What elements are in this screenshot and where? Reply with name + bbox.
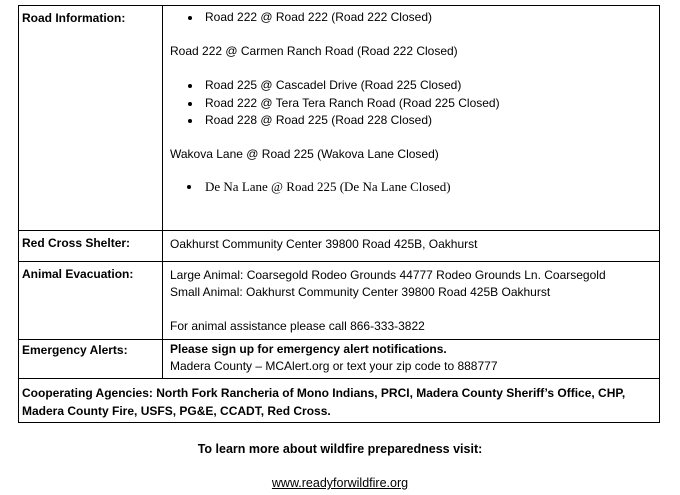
footer-link-wrap xyxy=(0,476,680,490)
road-information-label-cell xyxy=(19,6,163,231)
closure-item: • De Na Lane @ Road 225 (De Na Lane Closed) xyxy=(202,178,659,196)
emergency-alerts-label-cell xyxy=(19,340,163,379)
animal-evacuation-label-cell xyxy=(19,262,163,340)
large-animal-line: Large Animal: Coarsegold Rodeo Grounds 44777 Rodeo Grounds Ln. Coarsegold xyxy=(170,268,606,282)
red-cross-label: Red Cross Shelter: xyxy=(22,236,131,250)
closure-list-a xyxy=(163,9,659,27)
closure-item: • Road 222 @ Tera Tera Ranch Road (Road 225 Closed) xyxy=(202,95,659,113)
info-table xyxy=(18,5,660,423)
closure-item: • Road 222 @ Road 222 (Road 222 Closed) xyxy=(202,9,659,27)
red-cross-value: Oakhurst Community Center 39800 Road 425B, Oakhurst xyxy=(170,237,478,251)
road-information-value-cell xyxy=(163,6,660,231)
row-red-cross-shelter xyxy=(19,231,660,262)
readyforwildfire-link[interactable]: www.readyforwildfire.org xyxy=(271,476,409,490)
learn-more-text: To learn more about wildfire preparedness visit: xyxy=(197,442,483,456)
emergency-alerts-value-cell xyxy=(163,340,660,379)
red-cross-value-cell xyxy=(163,231,660,262)
row-emergency-alerts xyxy=(19,340,660,379)
cooperating-agencies-cell xyxy=(19,379,660,423)
row-road-information xyxy=(19,6,660,231)
row-cooperating-agencies xyxy=(19,379,660,423)
alerts-headline: Please sign up for emergency alert notifications. xyxy=(170,342,447,356)
cooperating-agencies-line-2: Madera County Fire, USFS, PG&E, CCADT, Red Cross. xyxy=(22,404,331,418)
closure-list-c xyxy=(163,77,659,130)
closure-line-b: Road 222 @ Carmen Ranch Road (Road 222 Closed) xyxy=(170,43,458,58)
small-animal-line: Small Animal: Oakhurst Community Center 39800 Road 425B Oakhurst xyxy=(170,285,551,299)
emergency-alerts-label: Emergency Alerts: xyxy=(22,343,128,357)
red-cross-label-cell xyxy=(19,231,163,262)
closure-item: • Road 225 @ Cascadel Drive (Road 225 Closed) xyxy=(202,77,659,95)
road-information-label: Road Information: xyxy=(22,11,126,25)
closure-line-d: Wakova Lane @ Road 225 (Wakova Lane Closed) xyxy=(170,146,439,161)
cooperating-agencies-line-1: Cooperating Agencies: North Fork Rancheria of Mono Indians, PRCI, Madera County Sheriff’s Office, CHP, xyxy=(22,386,626,400)
animal-evacuation-value-cell xyxy=(163,262,660,340)
alerts-detail: Madera County – MCAlert.org or text your zip code to 888777 xyxy=(170,359,498,373)
animal-assistance-line: For animal assistance please call 866-333-3822 xyxy=(170,319,425,333)
closure-item: • Road 228 @ Road 225 (Road 228 Closed) xyxy=(202,112,659,130)
closure-list-e xyxy=(163,178,659,196)
row-animal-evacuation xyxy=(19,262,660,340)
animal-evacuation-label: Animal Evacuation: xyxy=(22,267,134,281)
